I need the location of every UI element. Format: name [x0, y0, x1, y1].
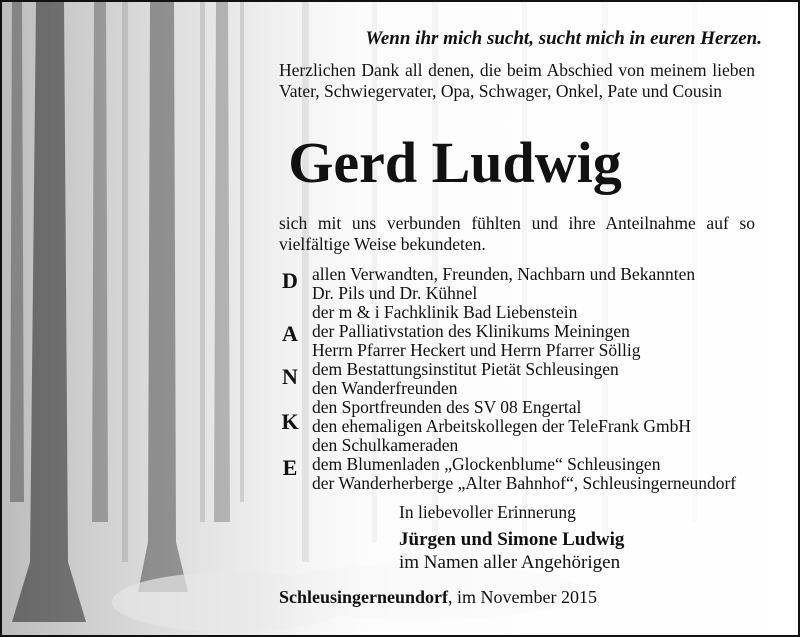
thanks-item: den Wanderfreunden [312, 378, 458, 398]
thanks-item: den Schulkameraden [312, 435, 459, 455]
motto: Wenn ihr mich sucht, sucht mich in euren Herzen. [365, 28, 762, 49]
danke-letter-d: D [282, 268, 298, 293]
thanks-list [312, 265, 736, 493]
danke-letter-e: E [282, 455, 298, 480]
gratitude-text: sich mit uns verbunden fühlten und ihre Anteilnahme auf so vielfältige Weise bekundeten. [279, 213, 755, 254]
signer-names: Jürgen und Simone Ludwig [399, 529, 625, 550]
thanks-item: Herrn Pfarrer Heckert und Herrn Pfarrer Söllig [312, 340, 641, 360]
thanks-item: den ehemaligen Arbeitskollegen der TeleFrank GmbH [312, 416, 691, 436]
danke-letter-k: K [281, 409, 299, 434]
content [2, 2, 800, 637]
place-name: Schleusingerneundorf [279, 587, 449, 607]
thanks-item: allen Verwandten, Freunden, Nachbarn und Bekannten [312, 264, 696, 284]
thanks-item: den Sportfreunden des SV 08 Engertal [312, 397, 582, 417]
thanks-item: der Wanderherberge „Alter Bahnhof“, Schleusingerneundorf [312, 473, 737, 493]
thanks-item: dem Blumenladen „Glockenblume“ Schleusingen [312, 454, 661, 474]
thanks-item: dem Bestattungsinstitut Pietät Schleusingen [312, 359, 619, 379]
place-date-line [279, 587, 597, 608]
memory-line: In liebevoller Erinnerung [399, 502, 576, 522]
thanks-item: Dr. Pils und Dr. Kühnel [312, 283, 478, 303]
deceased-name: Gerd Ludwig [288, 130, 622, 195]
date-text: , im November 2015 [448, 587, 598, 607]
intro-text: Herzlichen Dank all denen, die beim Abschied von meinem lieben Vater, Schwiegervater, Opa, Schwager, Onkel, Pate und Cousin [279, 60, 755, 101]
thanks-item: der m & i Fachklinik Bad Liebenstein [312, 302, 578, 322]
danke-letter-n: N [282, 364, 298, 389]
danke-letter-a: A [282, 321, 298, 346]
family-line: im Namen aller Angehörigen [399, 552, 621, 573]
thanks-item: der Palliativstation des Klinikums Meiningen [312, 321, 630, 341]
